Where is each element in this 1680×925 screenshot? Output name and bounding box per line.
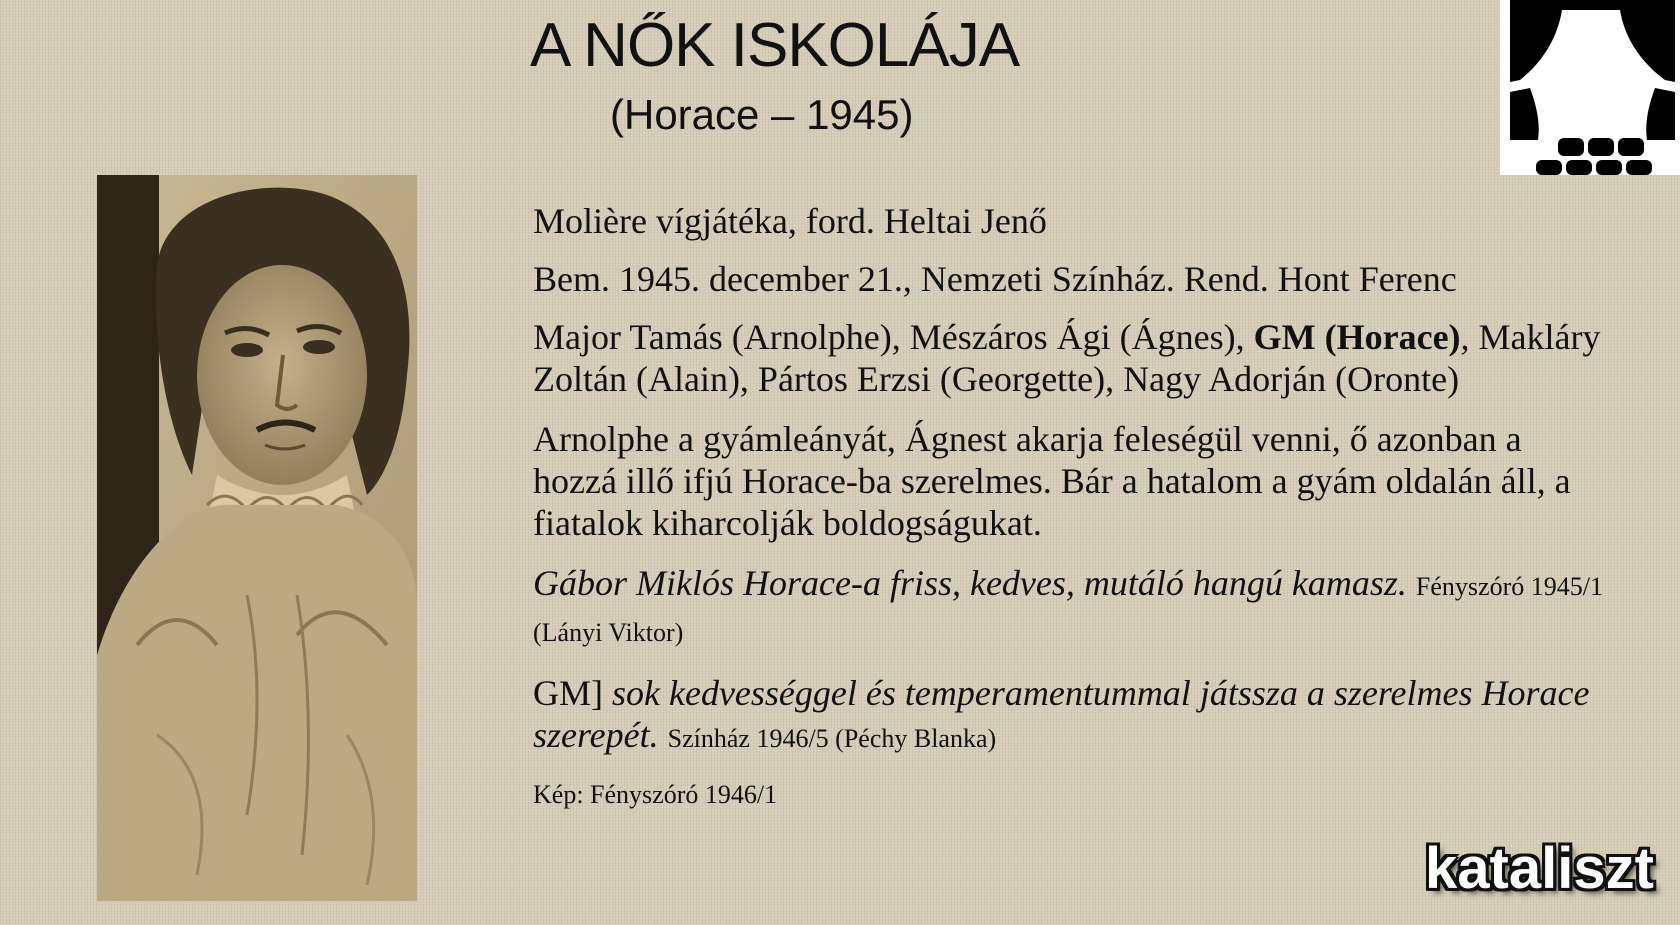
cast-highlight: GM (Horace)	[1253, 317, 1461, 357]
quote2-text: sok kedvességgel és temperamentummal játssza a szerelmes Horace szerepét.	[533, 673, 1590, 755]
quote2-prefix: GM]	[533, 673, 612, 713]
title-main: NŐK ISKOLÁJA	[583, 11, 1020, 80]
slide-body	[533, 200, 1613, 812]
theater-curtain-seats-icon	[1500, 0, 1680, 175]
plot-paragraph: Arnolphe a gyámleányát, Ágnest akarja feleségül venni, ő azonban a hozzá illő ifjú Horace-ba szerelmes. Bár a hatalom a gyám oldalán áll, a fiatalok kiharcolják boldogságukat.	[533, 419, 1571, 543]
premiere-line: Bem. 1945. december 21., Nemzeti Színház. Rend. Hont Ferenc	[533, 259, 1457, 299]
title-prefix: A	[530, 11, 584, 80]
portrait-photo-icon	[97, 175, 417, 901]
review-quote-1	[533, 562, 1613, 654]
quote2-source: Színház 1946/5 (Péchy Blanka)	[667, 724, 997, 753]
slide-subtitle: (Horace – 1945)	[610, 91, 914, 138]
cast-paragraph	[533, 316, 1613, 400]
cast-after: , Makláry Zoltán (Alain), Pártos Erzsi (Georgette), Nagy Adorján (Oronte)	[533, 317, 1601, 399]
review-quote-2	[533, 672, 1613, 760]
quote1-source: Fényszóró 1945/1 (Lányi Viktor)	[533, 572, 1603, 647]
image-caption: Kép: Fényszóró 1946/1	[533, 780, 778, 809]
cast-before: Major Tamás (Arnolphe), Mészáros Ági (Ágnes),	[533, 317, 1254, 357]
watermark-logo: kataliszt	[1425, 836, 1654, 901]
play-author-line: Molière vígjátéka, ford. Heltai Jenő	[533, 201, 1047, 241]
slide-title	[530, 6, 1019, 86]
quote1-text: Gábor Miklós Horace-a friss, kedves, mutáló hangú kamasz.	[533, 563, 1407, 603]
